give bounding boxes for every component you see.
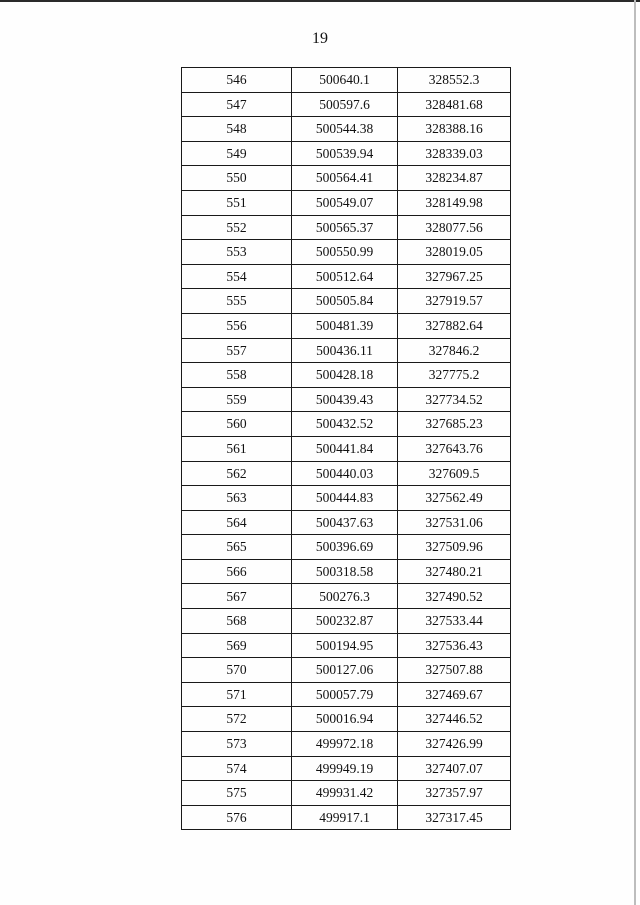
x-coordinate-cell: 500127.06	[292, 658, 398, 683]
coordinates-table-body	[182, 68, 511, 830]
point-number-cell: 564	[182, 510, 292, 535]
point-number-cell: 561	[182, 436, 292, 461]
table-row	[182, 510, 511, 535]
point-number-cell: 558	[182, 363, 292, 388]
point-number-cell: 570	[182, 658, 292, 683]
point-number-cell: 576	[182, 805, 292, 830]
table-row	[182, 166, 511, 191]
table-row	[182, 436, 511, 461]
point-number-cell: 553	[182, 240, 292, 265]
y-coordinate-cell: 327643.76	[398, 436, 511, 461]
table-row	[182, 535, 511, 560]
point-number-cell: 565	[182, 535, 292, 560]
page-number: 19	[312, 30, 328, 47]
point-number-cell: 574	[182, 756, 292, 781]
scan-edge-right	[634, 0, 636, 905]
x-coordinate-cell: 500396.69	[292, 535, 398, 560]
x-coordinate-cell: 500564.41	[292, 166, 398, 191]
scan-edge-top	[0, 0, 640, 2]
table-row	[182, 461, 511, 486]
y-coordinate-cell: 328339.03	[398, 141, 511, 166]
point-number-cell: 555	[182, 289, 292, 314]
table-row	[182, 756, 511, 781]
x-coordinate-cell: 500318.58	[292, 559, 398, 584]
y-coordinate-cell: 327426.99	[398, 732, 511, 757]
y-coordinate-cell: 327775.2	[398, 363, 511, 388]
table-row	[182, 387, 511, 412]
y-coordinate-cell: 328481.68	[398, 92, 511, 117]
x-coordinate-cell: 500539.94	[292, 141, 398, 166]
point-number-cell: 549	[182, 141, 292, 166]
x-coordinate-cell: 500444.83	[292, 486, 398, 511]
table-row	[182, 92, 511, 117]
x-coordinate-cell: 499917.1	[292, 805, 398, 830]
point-number-cell: 557	[182, 338, 292, 363]
table-row	[182, 264, 511, 289]
table-row	[182, 117, 511, 142]
table-row	[182, 486, 511, 511]
y-coordinate-cell: 327734.52	[398, 387, 511, 412]
point-number-cell: 572	[182, 707, 292, 732]
y-coordinate-cell: 327357.97	[398, 781, 511, 806]
table-row	[182, 584, 511, 609]
y-coordinate-cell: 327446.52	[398, 707, 511, 732]
table-row	[182, 338, 511, 363]
table-row	[182, 363, 511, 388]
y-coordinate-cell: 327967.25	[398, 264, 511, 289]
x-coordinate-cell: 500640.1	[292, 68, 398, 93]
table-row	[182, 313, 511, 338]
y-coordinate-cell: 327609.5	[398, 461, 511, 486]
point-number-cell: 568	[182, 609, 292, 634]
y-coordinate-cell: 327507.88	[398, 658, 511, 683]
table-row	[182, 68, 511, 93]
x-coordinate-cell: 500544.38	[292, 117, 398, 142]
point-number-cell: 575	[182, 781, 292, 806]
y-coordinate-cell: 328077.56	[398, 215, 511, 240]
point-number-cell: 560	[182, 412, 292, 437]
point-number-cell: 563	[182, 486, 292, 511]
y-coordinate-cell: 327882.64	[398, 313, 511, 338]
x-coordinate-cell: 499931.42	[292, 781, 398, 806]
y-coordinate-cell: 327490.52	[398, 584, 511, 609]
table-row	[182, 732, 511, 757]
x-coordinate-cell: 500549.07	[292, 190, 398, 215]
point-number-cell: 556	[182, 313, 292, 338]
y-coordinate-cell: 327919.57	[398, 289, 511, 314]
x-coordinate-cell: 500016.94	[292, 707, 398, 732]
y-coordinate-cell: 328552.3	[398, 68, 511, 93]
y-coordinate-cell: 327531.06	[398, 510, 511, 535]
y-coordinate-cell: 327407.07	[398, 756, 511, 781]
table-row	[182, 707, 511, 732]
x-coordinate-cell: 500432.52	[292, 412, 398, 437]
table-row	[182, 805, 511, 830]
table-row	[182, 190, 511, 215]
x-coordinate-cell: 500512.64	[292, 264, 398, 289]
table-row	[182, 658, 511, 683]
x-coordinate-cell: 500276.3	[292, 584, 398, 609]
point-number-cell: 562	[182, 461, 292, 486]
x-coordinate-cell: 500428.18	[292, 363, 398, 388]
x-coordinate-cell: 500481.39	[292, 313, 398, 338]
x-coordinate-cell: 500436.11	[292, 338, 398, 363]
table-row	[182, 633, 511, 658]
x-coordinate-cell: 500439.43	[292, 387, 398, 412]
table-row	[182, 609, 511, 634]
y-coordinate-cell: 327469.67	[398, 682, 511, 707]
table-row	[182, 412, 511, 437]
y-coordinate-cell: 328019.05	[398, 240, 511, 265]
y-coordinate-cell: 327480.21	[398, 559, 511, 584]
x-coordinate-cell: 499949.19	[292, 756, 398, 781]
point-number-cell: 566	[182, 559, 292, 584]
table-row	[182, 215, 511, 240]
table-row	[182, 141, 511, 166]
point-number-cell: 550	[182, 166, 292, 191]
coordinates-table	[181, 67, 511, 830]
x-coordinate-cell: 500565.37	[292, 215, 398, 240]
x-coordinate-cell: 499972.18	[292, 732, 398, 757]
y-coordinate-cell: 328388.16	[398, 117, 511, 142]
table-row	[182, 781, 511, 806]
point-number-cell: 559	[182, 387, 292, 412]
table-row	[182, 289, 511, 314]
x-coordinate-cell: 500440.03	[292, 461, 398, 486]
x-coordinate-cell: 500441.84	[292, 436, 398, 461]
point-number-cell: 551	[182, 190, 292, 215]
x-coordinate-cell: 500194.95	[292, 633, 398, 658]
table-row	[182, 559, 511, 584]
point-number-cell: 552	[182, 215, 292, 240]
y-coordinate-cell: 327562.49	[398, 486, 511, 511]
y-coordinate-cell: 328149.98	[398, 190, 511, 215]
table-row	[182, 240, 511, 265]
y-coordinate-cell: 327509.96	[398, 535, 511, 560]
point-number-cell: 573	[182, 732, 292, 757]
y-coordinate-cell: 327685.23	[398, 412, 511, 437]
x-coordinate-cell: 500597.6	[292, 92, 398, 117]
point-number-cell: 547	[182, 92, 292, 117]
y-coordinate-cell: 327533.44	[398, 609, 511, 634]
x-coordinate-cell: 500232.87	[292, 609, 398, 634]
point-number-cell: 548	[182, 117, 292, 142]
x-coordinate-cell: 500057.79	[292, 682, 398, 707]
point-number-cell: 554	[182, 264, 292, 289]
x-coordinate-cell: 500505.84	[292, 289, 398, 314]
table-row	[182, 682, 511, 707]
y-coordinate-cell: 327846.2	[398, 338, 511, 363]
x-coordinate-cell: 500550.99	[292, 240, 398, 265]
point-number-cell: 546	[182, 68, 292, 93]
x-coordinate-cell: 500437.63	[292, 510, 398, 535]
point-number-cell: 571	[182, 682, 292, 707]
point-number-cell: 567	[182, 584, 292, 609]
y-coordinate-cell: 328234.87	[398, 166, 511, 191]
point-number-cell: 569	[182, 633, 292, 658]
y-coordinate-cell: 327536.43	[398, 633, 511, 658]
y-coordinate-cell: 327317.45	[398, 805, 511, 830]
